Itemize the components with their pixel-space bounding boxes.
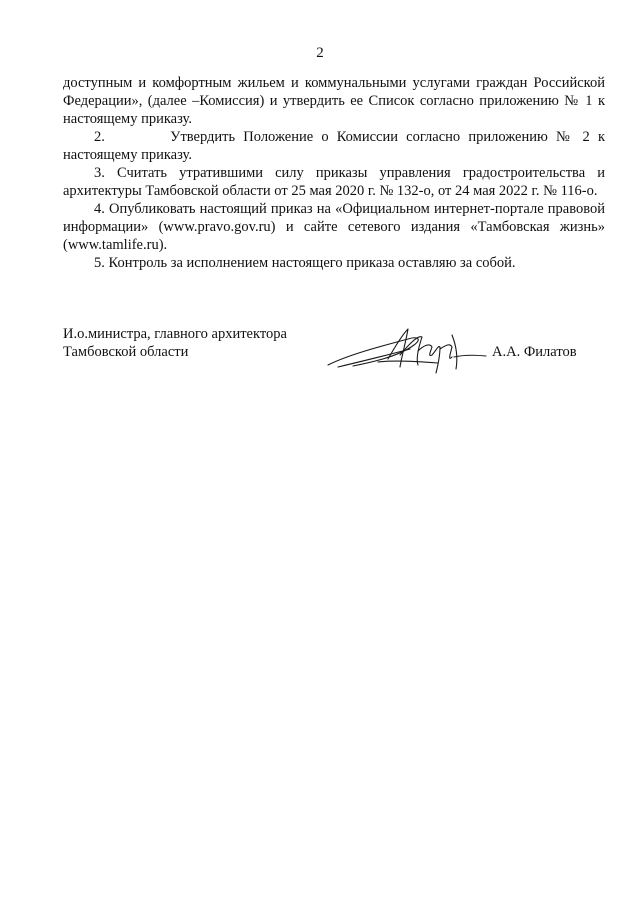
signer-title-line-1: И.о.министра, главного архитектора (63, 326, 287, 342)
signer-title-line-2: Тамбовской области (63, 344, 189, 360)
paragraph-item-2: 2. Утвердить Положение о Комиссии согласно приложению № 2 к настоящему приказу. (63, 129, 605, 163)
page-number: 2 (316, 45, 324, 61)
paragraph-item-3: 3. Считать утратившими силу приказы управления градостроительства и архитектуры Тамбовской области от 25 мая 2020 г. № 132-о, от 24 мая 2022 г. № 116-о. (63, 165, 605, 199)
paragraph-continuation: доступным и комфортным жильем и коммунальными услугами граждан Российской Федерации», (далее –Комиссия) и утвердить ее Список согласно приложению № 1 к настоящему приказу. (63, 75, 605, 127)
signer-name: А.А. Филатов (492, 344, 577, 360)
paragraph-item-5: 5. Контроль за исполнением настоящего приказа оставляю за собой. (94, 255, 516, 271)
document-body (63, 74, 605, 272)
signature-block (63, 325, 605, 385)
handwritten-signature-icon (318, 325, 488, 375)
paragraph-item-4: 4. Опубликовать настоящий приказ на «Официальном интернет-портале правовой информации» (www.pravo.gov.ru) и сайте сетевого издания «Тамбовская жизнь» (www.tamlife.ru). (63, 201, 605, 253)
signer-title (63, 325, 323, 361)
